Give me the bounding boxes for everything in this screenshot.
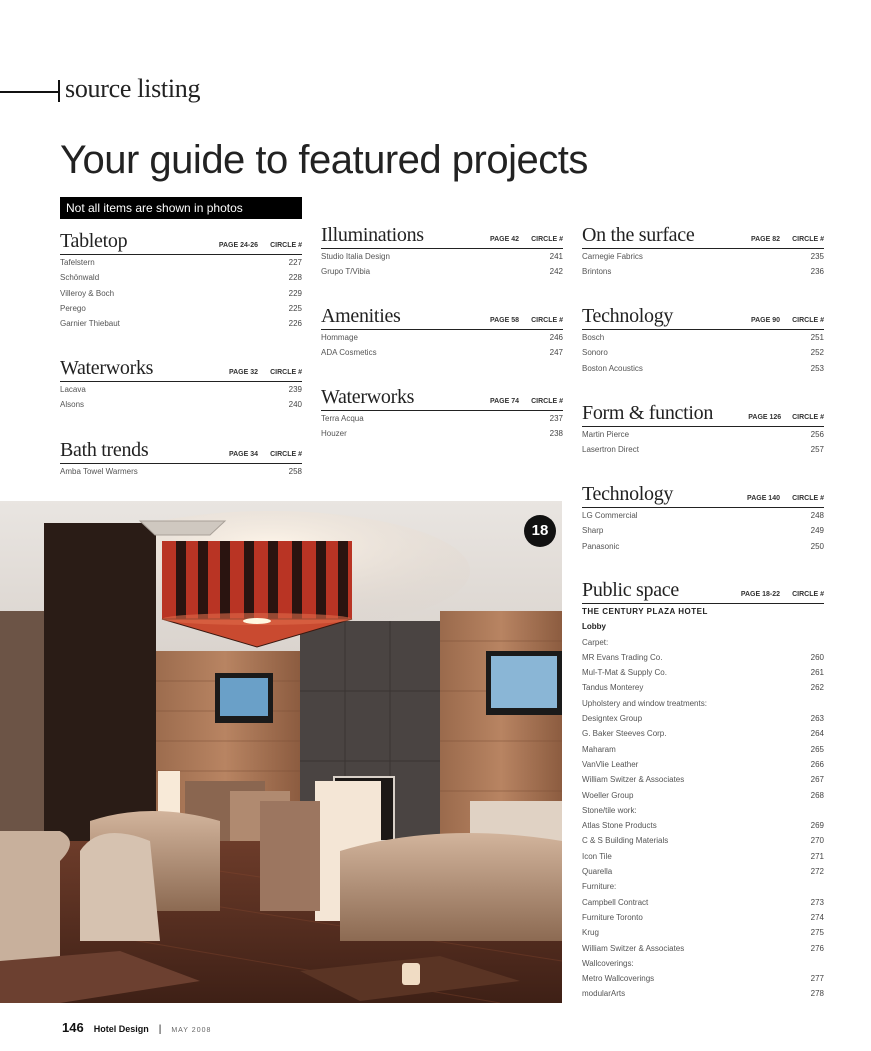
listing-row (582, 427, 824, 442)
circle-number: 253 (810, 363, 824, 373)
listing-name: LG Commercial (582, 511, 638, 520)
entry-list (60, 382, 302, 413)
listing-row (60, 316, 302, 331)
section-illuminations (321, 222, 563, 280)
header-rule (0, 91, 58, 93)
listing-row (582, 742, 824, 757)
section-title: Waterworks (321, 386, 415, 408)
listing-name: Alsons (60, 400, 85, 410)
notice-banner: Not all items are shown in photos (60, 197, 302, 219)
listing-name: Sonoro (582, 348, 608, 358)
category-label (582, 956, 824, 971)
circle-header: CIRCLE # (531, 236, 563, 243)
circle-number: 268 (810, 790, 824, 800)
circle-number: 248 (810, 511, 824, 520)
listing-name: Furniture Toronto (582, 912, 643, 922)
listing-row (60, 255, 302, 270)
listing-name: Maharam (582, 744, 616, 754)
listing-row (582, 818, 824, 833)
circle-number (794, 696, 824, 711)
listing-row (582, 711, 824, 726)
listing-row (582, 986, 824, 1001)
listing-name: Terra Acqua (321, 414, 364, 423)
listing-name: Designtex Group (582, 714, 643, 724)
circle-number (794, 879, 824, 894)
listing-name: VanVlie Leather (582, 759, 639, 769)
section-form-function (582, 400, 824, 458)
circle-number: 240 (288, 400, 302, 410)
listing-name: Atlas Stone Products (582, 821, 657, 831)
section-title: Technology (582, 305, 674, 327)
listing-row (60, 464, 302, 479)
entry-list (60, 255, 302, 331)
circle-number: 247 (549, 348, 563, 358)
circle-number: 237 (549, 414, 563, 423)
listing-row (582, 849, 824, 864)
circle-number: 262 (810, 683, 824, 693)
section-public-space (582, 577, 824, 1002)
listing-name: William Switzer & Associates (582, 775, 685, 785)
venue-heading (582, 604, 824, 619)
circle-number (794, 619, 824, 634)
circle-number: 266 (810, 759, 824, 769)
page-ref: PAGE 24-26 (218, 242, 258, 249)
entry-list (321, 330, 563, 361)
circle-header: CIRCLE # (792, 495, 824, 502)
circle-number: 228 (288, 273, 302, 283)
listing-name: Woeller Group (582, 790, 634, 800)
listing-row (321, 249, 563, 264)
listing-row (582, 833, 824, 848)
listing-row (582, 361, 824, 376)
listing-name: Carnegie Fabrics (582, 252, 643, 261)
circle-header: CIRCLE # (270, 451, 302, 458)
circle-number: 276 (810, 943, 824, 953)
circle-number: 278 (810, 989, 824, 999)
circle-number: 271 (810, 851, 824, 861)
page-headline: Your guide to featured projects (60, 138, 588, 182)
section-technology-2 (582, 481, 824, 554)
listing-name: Lacava (60, 385, 86, 394)
listing-name: Garnier Thiebaut (60, 319, 120, 329)
listing-row (60, 397, 302, 412)
section-bath-trends (60, 437, 302, 479)
circle-number: 272 (810, 867, 824, 877)
area-heading (582, 619, 824, 634)
section-title: Form & function (582, 402, 714, 424)
entry-list (582, 508, 824, 554)
listing-row (582, 330, 824, 345)
listing-name: Tandus Monterey (582, 683, 644, 693)
circle-header: CIRCLE # (792, 591, 824, 598)
page-footer (62, 1020, 211, 1035)
page-ref: PAGE 90 (750, 317, 780, 324)
listing-name: Sharp (582, 526, 604, 536)
listing-row (60, 382, 302, 397)
section-kicker: source listing (65, 74, 201, 103)
listing-name: Icon Tile (582, 851, 612, 861)
section-title: Illuminations (321, 224, 424, 246)
circle-number: 235 (810, 252, 824, 261)
listing-name: C & S Building Materials (582, 836, 669, 846)
listing-row (582, 772, 824, 787)
listing-row (582, 249, 824, 264)
section-title: Public space (582, 579, 679, 601)
page-number: 146 (62, 1020, 84, 1035)
section-title: Amenities (321, 305, 401, 327)
circle-number: 229 (288, 288, 302, 298)
entry-list (582, 249, 824, 280)
circle-header: CIRCLE # (270, 369, 302, 376)
listing-name: Furniture: (582, 882, 617, 892)
listing-row (582, 665, 824, 680)
issue-date: MAY 2008 (171, 1027, 212, 1034)
listing-name: Lobby (582, 622, 606, 632)
listing-row (321, 411, 563, 426)
circle-number: 258 (288, 467, 302, 476)
circle-number: 251 (810, 333, 824, 342)
listing-name: Campbell Contract (582, 897, 649, 907)
section-on-the-surface (582, 222, 824, 280)
section-amenities (321, 303, 563, 361)
category-label (582, 635, 824, 650)
page-ref: PAGE 126 (748, 414, 782, 421)
circle-header: CIRCLE # (792, 236, 824, 243)
circle-number: 263 (810, 714, 824, 724)
listing-name: Boston Acoustics (582, 363, 643, 373)
circle-number: 260 (810, 652, 824, 662)
listing-row (582, 864, 824, 879)
listing-name: THE CENTURY PLAZA HOTEL (582, 607, 708, 616)
listing-row (582, 442, 824, 457)
listing-row (582, 726, 824, 741)
footer-separator: | (158, 1024, 162, 1035)
circle-number (794, 956, 824, 971)
circle-number: 226 (288, 319, 302, 329)
listing-row (582, 680, 824, 695)
listing-row (60, 286, 302, 301)
entry-list (321, 411, 563, 442)
listing-row (582, 895, 824, 910)
circle-number: 238 (549, 429, 563, 439)
listing-row (582, 264, 824, 279)
listing-name: Grupo T/Vibia (321, 267, 371, 277)
listing-row (582, 345, 824, 360)
listing-name: modularArts (582, 989, 626, 999)
listing-row (582, 925, 824, 940)
page-ref: PAGE 58 (489, 317, 519, 324)
listing-name: Martin Pierce (582, 430, 630, 439)
listing-row (582, 941, 824, 956)
listing-name: Hommage (321, 333, 358, 342)
page-ref: PAGE 82 (750, 236, 780, 243)
circle-header: CIRCLE # (531, 398, 563, 405)
circle-number: 273 (810, 897, 824, 907)
section-title: Tabletop (60, 230, 128, 252)
circle-number: 256 (810, 430, 824, 439)
listing-name: Tafelstern (60, 258, 95, 267)
circle-number: 257 (810, 445, 824, 455)
circle-number: 239 (288, 385, 302, 394)
listing-name: Carpet: (582, 637, 609, 647)
listing-name: Upholstery and window treatments: (582, 698, 707, 708)
circle-number: 277 (810, 974, 824, 984)
listing-name: Amba Towel Warmers (60, 467, 138, 476)
page-ref: PAGE 18-22 (740, 591, 780, 598)
circle-header: CIRCLE # (531, 317, 563, 324)
circle-header: CIRCLE # (792, 317, 824, 324)
category-label (582, 879, 824, 894)
listing-row (582, 757, 824, 772)
section-waterworks (60, 355, 302, 413)
circle-number: 269 (810, 821, 824, 831)
listing-name: Panasonic (582, 541, 620, 551)
circle-number: 227 (288, 258, 302, 267)
listing-row (582, 539, 824, 554)
listing-name: Bosch (582, 333, 605, 342)
circle-number: 236 (810, 267, 824, 277)
listing-name: Villeroy & Boch (60, 288, 115, 298)
listing-name: MR Evans Trading Co. (582, 652, 663, 662)
circle-number: 265 (810, 744, 824, 754)
circle-number: 275 (810, 928, 824, 938)
listing-name: William Switzer & Associates (582, 943, 685, 953)
circle-number: 252 (810, 348, 824, 358)
section-title: Bath trends (60, 439, 149, 461)
listing-row (582, 910, 824, 925)
entry-list (60, 464, 302, 479)
section-technology (582, 303, 824, 376)
listing-row (582, 523, 824, 538)
listing-name: Houzer (321, 429, 347, 439)
photo-number-badge: 18 (524, 515, 556, 547)
header-rule-tick (58, 80, 60, 102)
listing-name: Metro Wallcoverings (582, 974, 655, 984)
listing-row (321, 426, 563, 441)
magazine-name: Hotel Design (93, 1024, 149, 1034)
lobby-photo (0, 501, 562, 1003)
listing-row (60, 270, 302, 285)
section-waterworks-2 (321, 384, 563, 442)
listing-row (321, 330, 563, 345)
entry-list (582, 427, 824, 458)
circle-number: 261 (810, 668, 824, 678)
listing-row (582, 788, 824, 803)
circle-number: 267 (810, 775, 824, 785)
listing-name: Brintons (582, 267, 612, 277)
listing-name: Quarella (582, 867, 613, 877)
page-ref: PAGE 74 (489, 398, 519, 405)
listing-row (582, 971, 824, 986)
circle-number (794, 635, 824, 650)
category-label (582, 803, 824, 818)
listing-row (321, 345, 563, 360)
circle-number: 270 (810, 836, 824, 846)
circle-number (794, 604, 824, 619)
listing-name: G. Baker Steeves Corp. (582, 729, 667, 739)
circle-number: 274 (810, 912, 824, 922)
circle-number (794, 803, 824, 818)
listing-name: Wallcoverings: (582, 958, 634, 968)
listing-row (321, 264, 563, 279)
section-tabletop (60, 228, 302, 331)
circle-header: CIRCLE # (270, 242, 302, 249)
circle-number: 264 (810, 729, 824, 739)
listing-name: Krug (582, 928, 599, 938)
circle-number: 242 (549, 267, 563, 277)
listing-name: Studio Italia Design (321, 252, 390, 261)
entry-list (321, 249, 563, 280)
page-ref: PAGE 32 (228, 369, 258, 376)
listing-name: Lasertron Direct (582, 445, 639, 455)
listing-name: Schönwald (60, 273, 100, 283)
circle-number: 249 (810, 526, 824, 536)
circle-number: 225 (288, 303, 302, 313)
listing-name: Stone/tile work: (582, 805, 637, 815)
circle-number: 241 (549, 252, 563, 261)
category-label (582, 696, 824, 711)
section-title: Waterworks (60, 357, 154, 379)
listing-name: Perego (60, 303, 86, 313)
page-ref: PAGE 140 (747, 495, 780, 502)
listing-row (582, 508, 824, 523)
entry-list (582, 604, 824, 1002)
listing-name: Mul-T-Mat & Supply Co. (582, 668, 667, 678)
listing-row (60, 301, 302, 316)
circle-header: CIRCLE # (792, 414, 824, 421)
circle-number: 246 (549, 333, 563, 342)
page-ref: PAGE 34 (228, 451, 258, 458)
page-ref: PAGE 42 (489, 236, 519, 243)
listing-row (582, 650, 824, 665)
entry-list (582, 330, 824, 376)
listing-name: ADA Cosmetics (321, 348, 377, 358)
circle-number: 250 (810, 541, 824, 551)
section-title: On the surface (582, 224, 695, 246)
section-title: Technology (582, 483, 674, 505)
